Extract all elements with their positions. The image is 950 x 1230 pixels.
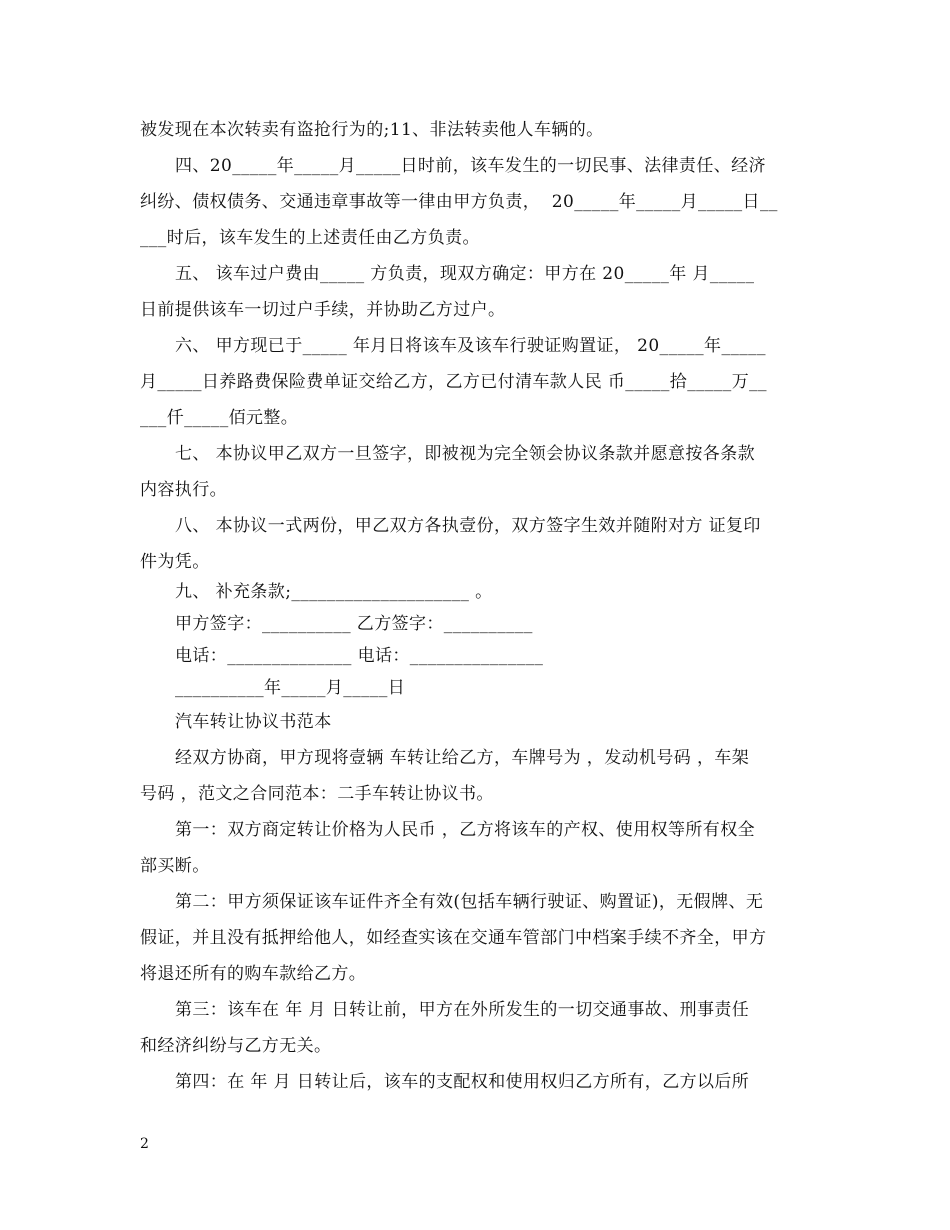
text-line: 部买断。 bbox=[140, 856, 210, 876]
phone-line: 电话：______________ 电话：_______________ bbox=[175, 646, 544, 666]
text-line: ___仟_____佰元整。 bbox=[140, 408, 299, 428]
text-line: 将退还所有的购车款给乙方。 bbox=[140, 964, 367, 984]
text-line: 经双方协商，甲方现将壹辆 车转让给乙方，车牌号为 ，发动机号码 ，车架 bbox=[175, 748, 750, 768]
date-line: __________年_____月_____日 bbox=[175, 678, 406, 698]
text-line: 月_____日养路费保险费单证交给乙方，乙方已付清车款人民 币_____拾_____万__ bbox=[140, 372, 767, 392]
text-line: 五、 该车过户费由_____ 方负责，现双方确定：甲方在 20_____年 月_____ bbox=[175, 264, 755, 284]
text-line: 六、 甲方现已于_____ 年月日将该车及该车行驶证购置证， 20_____年_____ bbox=[175, 336, 766, 356]
text-line: ___时后，该车发生的上述责任由乙方负责。 bbox=[140, 228, 480, 248]
text-line: 号码 ，范文之合同范本：二手车转让协议书。 bbox=[140, 784, 494, 804]
text-line: 七、 本协议甲乙双方一旦签字，即被视为完全领会协议条款并愿意按各条款 bbox=[175, 444, 756, 464]
text-line: 假证，并且没有抵押给他人，如经查实该在交通车管部门中档案手续不齐全，甲方 bbox=[140, 928, 767, 948]
text-line: 第三：该车在 年 月 日转让前，甲方在外所发生的一切交通事故、刑事责任 bbox=[175, 1000, 750, 1020]
text-line: 件为凭。 bbox=[140, 552, 210, 572]
text-line: 八、 本协议一式两份，甲乙双方各执壹份，双方签字生效并随附对方 证复印 bbox=[175, 516, 761, 536]
text-line: 被发现在本次转卖有盗抢行为的;11、非法转卖他人车辆的。 bbox=[140, 120, 604, 140]
text-line: 日前提供该车一切过户手续，并协助乙方过户。 bbox=[140, 300, 506, 320]
text-line: 第四：在 年 月 日转让后，该车的支配权和使用权归乙方所有，乙方以后所 bbox=[175, 1072, 750, 1092]
page-number: 2 bbox=[140, 1136, 149, 1152]
text-line: 九、 补充条款;____________________ 。 bbox=[175, 582, 493, 602]
text-line: 第二：甲方须保证该车证件齐全有效(包括车辆行驶证、购置证)，无假牌、无 bbox=[175, 892, 764, 912]
section-title: 汽车转让协议书范本 bbox=[175, 712, 332, 732]
text-line: 和经济纠纷与乙方无关。 bbox=[140, 1036, 332, 1056]
text-line: 内容执行。 bbox=[140, 480, 227, 500]
text-line: 四、20_____年_____月_____日时前，该车发生的一切民事、法律责任、经济 bbox=[175, 156, 766, 176]
text-line: 第一：双方商定转让价格为人民币 ，乙方将该车的产权、使用权等所有权全 bbox=[175, 820, 756, 840]
text-line: 纠纷、债权债务、交通违章事故等一律由甲方负责， 20_____年_____月_____日__ bbox=[140, 192, 778, 212]
signature-line: 甲方签字：__________ 乙方签字：__________ bbox=[175, 614, 533, 634]
